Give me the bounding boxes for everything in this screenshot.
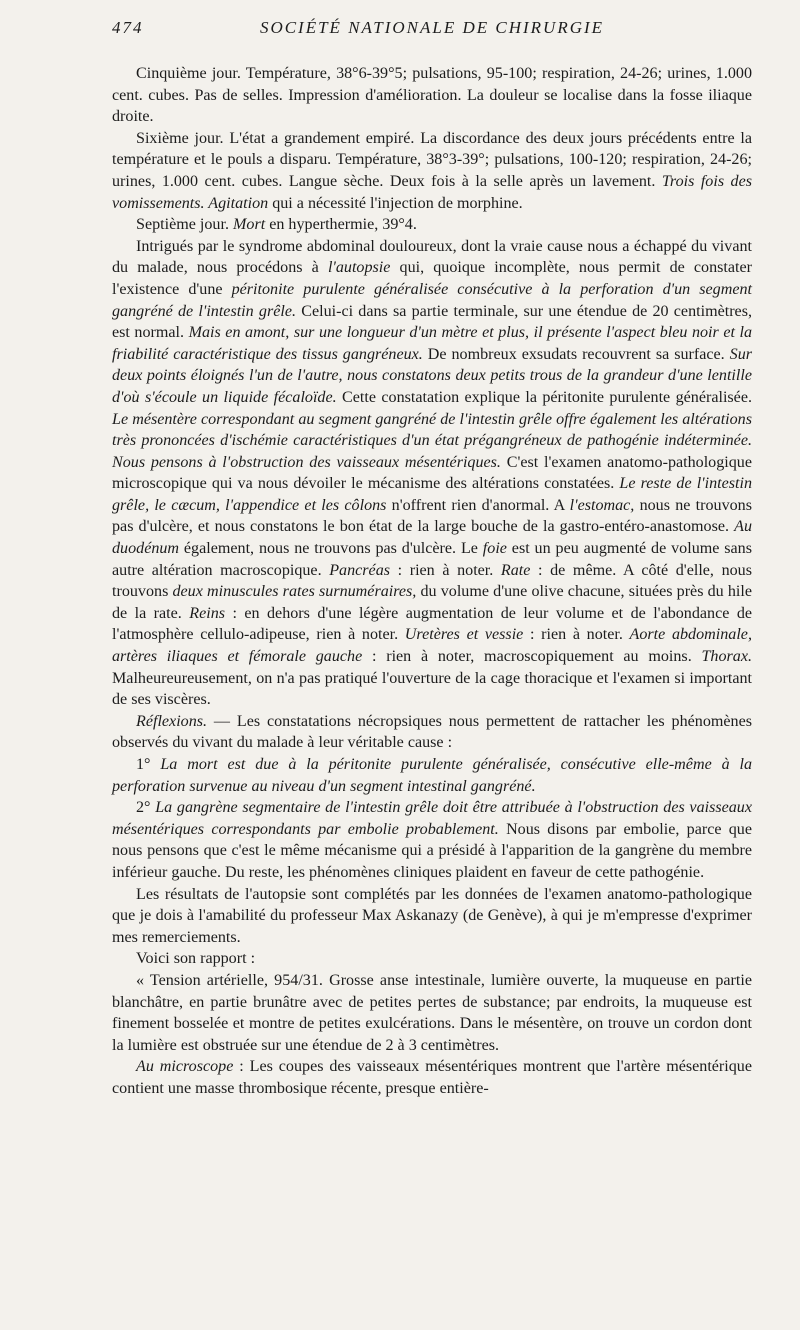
italic-run: l'autopsie [327,259,391,277]
text-run: : de même. A côté d'elle, nous trouvons [112,561,752,601]
paragraph-microscope [112,1056,752,1099]
italic-run: Le reste de l'intestin grêle, le cæcum, l'appendice et les côlons [112,475,752,514]
paragraph-reflexions [112,711,752,754]
italic-run: Trois fois des vomissements. Agitation [112,172,752,212]
text-run: — Les constatations nécropsiques nous permettent de rattacher les phénomènes observés du vivant du malade à leur véritable cause : [112,712,752,752]
text-run: Cette constatation explique la péritonite purulente généralisée. [336,388,752,406]
text-run: : rien à noter, macroscopiquement au moins. [362,648,702,666]
text-run: qui, quoique incomplète, nous permit de constater l'existence d'une [112,259,753,298]
running-header [112,18,752,42]
text-run: également, nous ne trouvons pas d'ulcère. Le [179,540,483,558]
italic-run: La gangrène segmentaire de l'intestin grêle doit être attribuée à l'obstruction des vaisseaux mésentériques correspondants par embolie probablement. [112,799,752,838]
italic-run: La mort est due à la péritonite purulente généralisée, consécutive elle-même à la perforation survenue au niveau d'un segment intestinal gangréné. [112,756,752,795]
paragraph-conclusion-2 [112,797,752,883]
italic-run: Uretères et vessie [404,626,524,644]
paragraph-results: Les résultats de l'autopsie sont complétés par les données de l'examen anatomo-pathologique que je dois à l'amabilité du professeur Max Askanazy (de Genève), à qui je m'empresse d'exprimer mes remerciements. [112,885,752,946]
italic-run: Sur deux points éloignés l'un de l'autre, nous constatons deux petits trous de la grandeur d'une lentille d'où s'écoule un liquide fécaloïde. [112,345,752,406]
paragraph-day-five: Cinquième jour. Température, 38°6-39°5; pulsations, 95-100; respiration, 24-26; urines, 1.000 cent. cubes. Pas de selles. Impression d'amélioration. La douleur se localise dans la fosse iliaque droite. [112,65,752,126]
paragraph-conclusion-1 [112,754,752,797]
italic-run: Mort [233,216,266,234]
text-run: n'offrent rien d'anormal. A [386,496,570,514]
paragraph-report: « Tension artérielle, 954/31. Grosse anse intestinale, lumière ouverte, la muqueuse en partie blanchâtre, en partie brunâtre avec de petites pertes de substance; par endroits, la muqueuse est finement bosselée et montre de petites exulcérations. Dans le mésentère, on trouve un cordon dont la lumière est obstruée sur une étendue de 2 à 3 centimètres. [112,971,752,1054]
italic-run: Aorte abdominale, artères iliaques et fémorale gauche [112,626,752,666]
italic-run: Réflexions. [136,712,208,730]
text-run: du volume d'une olive chacune, situées près du hile de la rate. [112,583,752,622]
text-run: 2° [136,799,156,817]
italic-run: Le mésentère correspondant au segment gangréné de l'intestin grêle offre également les altérations très prononcées d'ischémie caractéristiques d'un état prégangréneux de pathogénie indéterminée. Nous pensons à l'obstruction des vaisseaux mésentériques. [112,410,752,471]
text-run: : rien à noter. [523,626,630,644]
body-text [112,63,752,1100]
italic-run: Au duodénum [112,518,752,558]
text-run: C'est l'examen anatomo-pathologique microscopique qui va nous dévoiler le mécanisme des altérations constatées. [112,453,752,493]
text-run: qui a nécessité l'injection de morphine. [268,194,523,212]
text-run: en hyperthermie, 39°4. [265,216,417,234]
italic-run: l'estomac, [569,496,635,514]
text-run: Sixième jour. L'état a grandement empiré. La discordance des deux jours précédents entre la température et le pouls a disparu. Température, 38°3-39°; pulsations, 100-120; respiration, 24-26; urines, 1.000 cent. cubes. Langue sèche. Deux fois à la selle après un lavement. [112,129,752,190]
text-run: nous ne trouvons pas d'ulcère, et nous constatons le bon état de la large bouche de la gastro-entéro-anastomose. [112,496,752,536]
italic-run: Reins [189,604,226,622]
text-run: : rien à noter. [390,561,501,579]
italic-run: foie [482,540,507,558]
italic-run: Pancréas [329,561,391,579]
text-run: Nous disons par embolie, parce que nous pensons que c'est le même mécanisme qui a présidé à l'apparition de la gangrène du membre inférieur gauche. Du reste, les phénomènes cliniques plaident en faveur de cette pathogénie. [112,820,752,881]
italic-run: péritonite purulente généralisée consécutive à la perforation d'un segment gangréné de l'intestin grêle. [112,280,752,320]
text-run: Intrigués par le syndrome abdominal douloureux, dont la vraie cause nous a échappé du vivant du malade, nous procédons à [112,237,752,277]
page-number: 474 [112,18,144,37]
text-run: : Les coupes des vaisseaux mésentériques montrent que l'artère mésentérique contient une masse thrombosique récente, presque entière- [112,1058,752,1097]
text-run: est un peu augmenté de volume sans autre altération macroscopique. [112,540,752,579]
paragraph-autopsy [112,236,752,711]
italic-run: Mais en amont, sur une longueur d'un mètre et plus, il présente l'aspect bleu noir et la friabilité caractéristique des tissus gangréneux. [112,324,753,363]
running-title: SOCIÉTÉ NATIONALE DE CHIRURGIE [259,18,605,37]
text-run: Septième jour. [136,216,233,234]
italic-run: Rate [500,561,531,579]
paragraph-report-intro: Voici son rapport : [136,950,256,968]
text-run: Celui-ci dans sa partie terminale, sur une étendue de 20 centimètres, est normal. [112,302,752,342]
text-run: De nombreux exsudats recouvrent sa surface. [422,345,730,363]
italic-run: Au microscope [136,1058,234,1076]
text-run: : en dehors d'une légère augmentation de leur volume et de l'abondance de l'atmosphère cellulo-adipeuse, rien à noter. [112,604,753,644]
text-run: 1° [136,756,161,773]
italic-run: deux minuscules rates surnuméraires, [172,583,417,601]
text-run: Malheureureusement, on n'a pas pratiqué l'ouverture de la cage thoracique et l'examen si important de ses viscères. [112,669,752,709]
paragraph-day-six [112,128,752,214]
italic-run: Thorax. [701,648,752,666]
paragraph-day-seven [112,214,752,236]
